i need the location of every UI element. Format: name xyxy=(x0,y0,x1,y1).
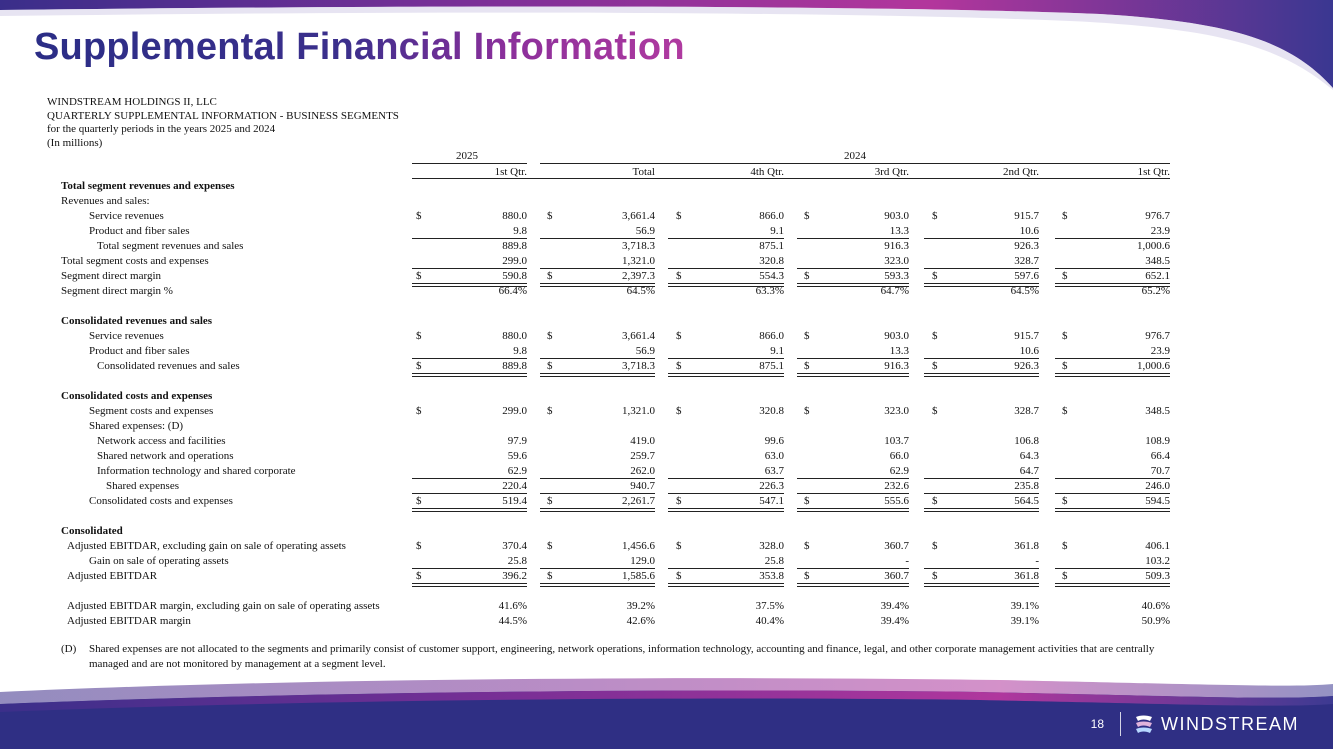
cell-value: 348.5 xyxy=(1145,405,1170,417)
table-row xyxy=(0,314,1333,329)
cell-value: 62.9 xyxy=(507,465,527,477)
cell-value: 3,718.3 xyxy=(622,360,655,372)
currency-symbol: $ xyxy=(932,330,938,342)
currency-symbol: $ xyxy=(932,540,938,552)
currency-symbol: $ xyxy=(676,570,682,582)
double-underline xyxy=(540,373,655,377)
currency-symbol: $ xyxy=(1062,360,1068,372)
cell-value: 370.4 xyxy=(502,540,527,552)
row-label: Product and fiber sales xyxy=(89,345,190,357)
table-row xyxy=(0,419,1333,434)
cell-value: 10.6 xyxy=(1019,225,1039,237)
row-label: Revenues and sales: xyxy=(61,195,150,207)
cell-value: 866.0 xyxy=(759,210,784,222)
cell-value: 915.7 xyxy=(1014,330,1039,342)
cell-value: 129.0 xyxy=(630,555,655,567)
cell-value: 63.7 xyxy=(764,465,784,477)
currency-symbol: $ xyxy=(804,210,810,222)
cell-value: 419.0 xyxy=(630,435,655,447)
cell-value: 108.9 xyxy=(1145,435,1170,447)
cell-value: 320.8 xyxy=(759,255,784,267)
table-row xyxy=(0,224,1333,239)
cell-value: 63.3% xyxy=(755,285,784,297)
cell-value: 903.0 xyxy=(884,330,909,342)
cell-value: - xyxy=(905,555,909,567)
slide-footer xyxy=(1091,711,1299,737)
cell-value: 10.6 xyxy=(1019,345,1039,357)
cell-value: 2,261.7 xyxy=(622,495,655,507)
currency-symbol: $ xyxy=(804,570,810,582)
cell-value: 39.1% xyxy=(1010,600,1039,612)
report-units: (In millions) xyxy=(47,136,103,149)
row-label: Information technology and shared corporate xyxy=(97,465,296,477)
currency-symbol: $ xyxy=(416,570,422,582)
column-header: 4th Qtr. xyxy=(750,166,784,178)
cell-value: 226.3 xyxy=(759,480,784,492)
row-label: Shared expenses xyxy=(106,480,180,492)
row-label: Consolidated revenues and sales xyxy=(97,360,240,372)
cell-value: 328.7 xyxy=(1014,405,1039,417)
cell-value: 64.5% xyxy=(1010,285,1039,297)
double-underline xyxy=(924,583,1039,587)
table-row xyxy=(0,239,1333,254)
currency-symbol: $ xyxy=(1062,495,1068,507)
double-underline xyxy=(1055,508,1170,512)
cell-value: 323.0 xyxy=(884,255,909,267)
footnote-text: Shared expenses are not allocated to the segments and primarily consist of customer support, engineering, network operations, information technology, accounting and finance, legal, and other corporate management activities that are centrally managed and are not monitored by management at a segment level. xyxy=(89,643,1155,670)
currency-symbol: $ xyxy=(547,330,553,342)
cell-value: - xyxy=(1035,555,1039,567)
currency-symbol: $ xyxy=(416,270,422,282)
currency-symbol: $ xyxy=(932,570,938,582)
row-label: Consolidated costs and expenses xyxy=(61,390,213,402)
cell-value: 23.9 xyxy=(1150,225,1170,237)
cell-value: 39.4% xyxy=(880,615,909,627)
page-number: 18 xyxy=(1090,717,1104,731)
company-name: WINDSTREAM HOLDINGS II, LLC xyxy=(47,96,217,108)
table-row xyxy=(0,194,1333,209)
table-row xyxy=(0,389,1333,404)
cell-value: 875.1 xyxy=(759,240,784,252)
cell-value: 66.4% xyxy=(498,285,527,297)
table-row xyxy=(0,524,1333,539)
row-label: Adjusted EBITDAR, excluding gain on sale of operating assets xyxy=(67,540,346,552)
currency-symbol: $ xyxy=(416,495,422,507)
cell-value: 328.7 xyxy=(1014,255,1039,267)
row-label: Total segment revenues and expenses xyxy=(61,180,235,192)
year-2025-rule xyxy=(412,163,527,164)
row-label: Segment costs and expenses xyxy=(89,405,214,417)
cell-value: 866.0 xyxy=(759,330,784,342)
cell-value: 889.8 xyxy=(502,360,527,372)
row-label: Adjusted EBITDAR margin, excluding gain on sale of operating assets xyxy=(67,600,380,612)
table-row xyxy=(0,434,1333,449)
cell-value: 593.3 xyxy=(884,270,909,282)
cell-value: 360.7 xyxy=(884,570,909,582)
cell-value: 66.4 xyxy=(1150,450,1170,462)
cell-value: 64.7% xyxy=(880,285,909,297)
cell-value: 39.1% xyxy=(1010,615,1039,627)
table-row xyxy=(0,554,1333,569)
year-2024-rule xyxy=(540,163,1170,164)
footer-divider xyxy=(1120,712,1121,736)
cell-value: 23.9 xyxy=(1150,345,1170,357)
currency-symbol: $ xyxy=(676,495,682,507)
row-label: Segment direct margin xyxy=(61,270,161,282)
row-label: Adjusted EBITDAR margin xyxy=(67,615,191,627)
cell-value: 2,397.3 xyxy=(622,270,655,282)
cell-value: 3,661.4 xyxy=(622,210,655,222)
currency-symbol: $ xyxy=(676,330,682,342)
cell-value: 361.8 xyxy=(1014,570,1039,582)
cell-value: 99.6 xyxy=(764,435,784,447)
table-row xyxy=(0,269,1333,284)
cell-value: 353.8 xyxy=(759,570,784,582)
currency-symbol: $ xyxy=(547,570,553,582)
table-row xyxy=(0,614,1333,629)
table-row xyxy=(0,479,1333,494)
currency-symbol: $ xyxy=(676,360,682,372)
cell-value: 519.4 xyxy=(502,495,527,507)
currency-symbol: $ xyxy=(932,270,938,282)
cell-value: 39.4% xyxy=(880,600,909,612)
row-label: Shared expenses: (D) xyxy=(89,420,184,432)
double-underline xyxy=(797,508,909,512)
row-label: Product and fiber sales xyxy=(89,225,190,237)
cell-value: 56.9 xyxy=(635,225,655,237)
table-row xyxy=(0,179,1333,194)
column-header: 1st Qtr. xyxy=(1137,166,1170,178)
cell-value: 42.6% xyxy=(626,615,655,627)
cell-value: 9.8 xyxy=(513,345,527,357)
row-label: Total segment revenues and sales xyxy=(97,240,244,252)
cell-value: 361.8 xyxy=(1014,540,1039,552)
double-underline xyxy=(412,583,527,587)
document-header xyxy=(47,96,399,150)
double-underline xyxy=(797,373,909,377)
cell-value: 64.3 xyxy=(1019,450,1039,462)
currency-symbol: $ xyxy=(676,540,682,552)
cell-value: 44.5% xyxy=(498,615,527,627)
table-row xyxy=(0,449,1333,464)
cell-value: 65.2% xyxy=(1141,285,1170,297)
row-label: Service revenues xyxy=(89,330,164,342)
cell-value: 926.3 xyxy=(1014,240,1039,252)
currency-symbol: $ xyxy=(416,540,422,552)
currency-symbol: $ xyxy=(1062,270,1068,282)
cell-value: 554.3 xyxy=(759,270,784,282)
cell-value: 1,321.0 xyxy=(622,255,655,267)
table-row xyxy=(0,329,1333,344)
cell-value: 259.7 xyxy=(630,450,655,462)
cell-value: 50.9% xyxy=(1141,615,1170,627)
currency-symbol: $ xyxy=(1062,540,1068,552)
double-underline xyxy=(924,508,1039,512)
currency-symbol: $ xyxy=(804,270,810,282)
cell-value: 103.2 xyxy=(1145,555,1170,567)
currency-symbol: $ xyxy=(932,495,938,507)
currency-symbol: $ xyxy=(547,360,553,372)
cell-value: 25.8 xyxy=(764,555,784,567)
cell-value: 1,000.6 xyxy=(1137,360,1170,372)
row-label: Consolidated xyxy=(61,525,123,537)
cell-value: 509.3 xyxy=(1145,570,1170,582)
row-label: Segment direct margin % xyxy=(61,285,173,297)
cell-value: 13.3 xyxy=(889,225,909,237)
row-label: Gain on sale of operating assets xyxy=(89,555,229,567)
column-header: 1st Qtr. xyxy=(494,166,527,178)
cell-value: 360.7 xyxy=(884,540,909,552)
row-label: Shared network and operations xyxy=(97,450,234,462)
currency-symbol: $ xyxy=(1062,210,1068,222)
cell-value: 3,718.3 xyxy=(622,240,655,252)
cell-value: 903.0 xyxy=(884,210,909,222)
table-row xyxy=(0,254,1333,269)
cell-value: 916.3 xyxy=(884,360,909,372)
windstream-logo-icon xyxy=(1133,713,1155,735)
cell-value: 564.5 xyxy=(1014,495,1039,507)
currency-symbol: $ xyxy=(804,495,810,507)
bottom-decorative-band xyxy=(0,670,1333,749)
currency-symbol: $ xyxy=(547,210,553,222)
cell-value: 299.0 xyxy=(502,255,527,267)
currency-symbol: $ xyxy=(547,405,553,417)
cell-value: 220.4 xyxy=(502,480,527,492)
cell-value: 926.3 xyxy=(1014,360,1039,372)
table-row xyxy=(0,284,1333,299)
year-2025-header: 2025 xyxy=(456,150,478,162)
cell-value: 597.6 xyxy=(1014,270,1039,282)
cell-value: 1,000.6 xyxy=(1137,240,1170,252)
double-underline xyxy=(668,583,784,587)
cell-value: 41.6% xyxy=(498,600,527,612)
currency-symbol: $ xyxy=(416,210,422,222)
currency-symbol: $ xyxy=(547,540,553,552)
column-header: 2nd Qtr. xyxy=(1002,166,1039,178)
table-row xyxy=(0,494,1333,509)
currency-symbol: $ xyxy=(932,360,938,372)
double-underline xyxy=(412,373,527,377)
row-label: Adjusted EBITDAR xyxy=(67,570,158,582)
windstream-logo-text: WINDSTREAM xyxy=(1161,713,1299,734)
cell-value: 406.1 xyxy=(1145,540,1170,552)
cell-value: 1,321.0 xyxy=(622,405,655,417)
currency-symbol: $ xyxy=(804,330,810,342)
page-title: Supplemental Financial Information xyxy=(34,26,685,68)
currency-symbol: $ xyxy=(1062,570,1068,582)
cell-value: 13.3 xyxy=(889,345,909,357)
cell-value: 590.8 xyxy=(502,270,527,282)
cell-value: 547.1 xyxy=(759,495,784,507)
cell-value: 348.5 xyxy=(1145,255,1170,267)
table-row xyxy=(0,209,1333,224)
table-row xyxy=(0,359,1333,374)
cell-value: 555.6 xyxy=(884,495,909,507)
cell-value: 39.2% xyxy=(626,600,655,612)
double-underline xyxy=(1055,583,1170,587)
cell-value: 262.0 xyxy=(630,465,655,477)
cell-value: 70.7 xyxy=(1150,465,1170,477)
cell-value: 976.7 xyxy=(1145,330,1170,342)
report-title: QUARTERLY SUPPLEMENTAL INFORMATION - BUSINESS SEGMENTS xyxy=(47,109,399,122)
cell-value: 232.6 xyxy=(884,480,909,492)
currency-symbol: $ xyxy=(416,360,422,372)
cell-value: 1,456.6 xyxy=(622,540,655,552)
row-label: Service revenues xyxy=(89,210,164,222)
row-label: Consolidated costs and expenses xyxy=(89,495,233,507)
row-label: Consolidated revenues and sales xyxy=(61,315,213,327)
currency-symbol: $ xyxy=(1062,330,1068,342)
cell-value: 328.0 xyxy=(759,540,784,552)
table-row xyxy=(0,569,1333,584)
currency-symbol: $ xyxy=(676,405,682,417)
currency-symbol: $ xyxy=(676,270,682,282)
currency-symbol: $ xyxy=(804,360,810,372)
cell-value: 299.0 xyxy=(502,405,527,417)
cell-value: 64.5% xyxy=(626,285,655,297)
cell-value: 59.6 xyxy=(507,450,527,462)
cell-value: 40.4% xyxy=(755,615,784,627)
report-period: for the quarterly periods in the years 2025 and 2024 xyxy=(47,123,276,135)
cell-value: 396.2 xyxy=(502,570,527,582)
table-row xyxy=(0,539,1333,554)
cell-value: 103.7 xyxy=(884,435,909,447)
cell-value: 976.7 xyxy=(1145,210,1170,222)
double-underline xyxy=(540,583,655,587)
cell-value: 9.1 xyxy=(770,345,784,357)
year-2024-header: 2024 xyxy=(844,150,866,162)
double-underline xyxy=(668,373,784,377)
cell-value: 594.5 xyxy=(1145,495,1170,507)
cell-value: 875.1 xyxy=(759,360,784,372)
cell-value: 916.3 xyxy=(884,240,909,252)
currency-symbol: $ xyxy=(804,540,810,552)
currency-symbol: $ xyxy=(1062,405,1068,417)
cell-value: 320.8 xyxy=(759,405,784,417)
double-underline xyxy=(412,508,527,512)
double-underline xyxy=(540,508,655,512)
cell-value: 1,585.6 xyxy=(622,570,655,582)
cell-value: 889.8 xyxy=(502,240,527,252)
column-header: Total xyxy=(632,166,655,178)
cell-value: 63.0 xyxy=(764,450,784,462)
currency-symbol: $ xyxy=(804,405,810,417)
cell-value: 9.8 xyxy=(513,225,527,237)
cell-value: 97.9 xyxy=(507,435,527,447)
currency-symbol: $ xyxy=(416,405,422,417)
cell-value: 246.0 xyxy=(1145,480,1170,492)
cell-value: 880.0 xyxy=(502,210,527,222)
currency-symbol: $ xyxy=(547,270,553,282)
cell-value: 323.0 xyxy=(884,405,909,417)
cell-value: 64.7 xyxy=(1019,465,1039,477)
cell-value: 940.7 xyxy=(630,480,655,492)
cell-value: 25.8 xyxy=(507,555,527,567)
currency-symbol: $ xyxy=(932,405,938,417)
row-label: Network access and facilities xyxy=(97,435,226,447)
cell-value: 880.0 xyxy=(502,330,527,342)
cell-value: 3,661.4 xyxy=(622,330,655,342)
cell-value: 235.8 xyxy=(1014,480,1039,492)
currency-symbol: $ xyxy=(932,210,938,222)
cell-value: 40.6% xyxy=(1141,600,1170,612)
table-row xyxy=(0,599,1333,614)
table-row xyxy=(0,344,1333,359)
cell-value: 9.1 xyxy=(770,225,784,237)
cell-value: 37.5% xyxy=(755,600,784,612)
double-underline xyxy=(1055,373,1170,377)
currency-symbol: $ xyxy=(416,330,422,342)
cell-value: 56.9 xyxy=(635,345,655,357)
double-underline xyxy=(924,373,1039,377)
double-underline xyxy=(668,508,784,512)
cell-value: 66.0 xyxy=(889,450,909,462)
currency-symbol: $ xyxy=(676,210,682,222)
table-row xyxy=(0,404,1333,419)
double-underline xyxy=(797,583,909,587)
cell-value: 106.8 xyxy=(1014,435,1039,447)
column-header: 3rd Qtr. xyxy=(874,166,909,178)
row-label: Total segment costs and expenses xyxy=(61,255,209,267)
footnote-mark: (D) xyxy=(61,643,77,655)
table-row xyxy=(0,464,1333,479)
cell-value: 915.7 xyxy=(1014,210,1039,222)
currency-symbol: $ xyxy=(547,495,553,507)
cell-value: 652.1 xyxy=(1145,270,1170,282)
cell-value: 62.9 xyxy=(889,465,909,477)
